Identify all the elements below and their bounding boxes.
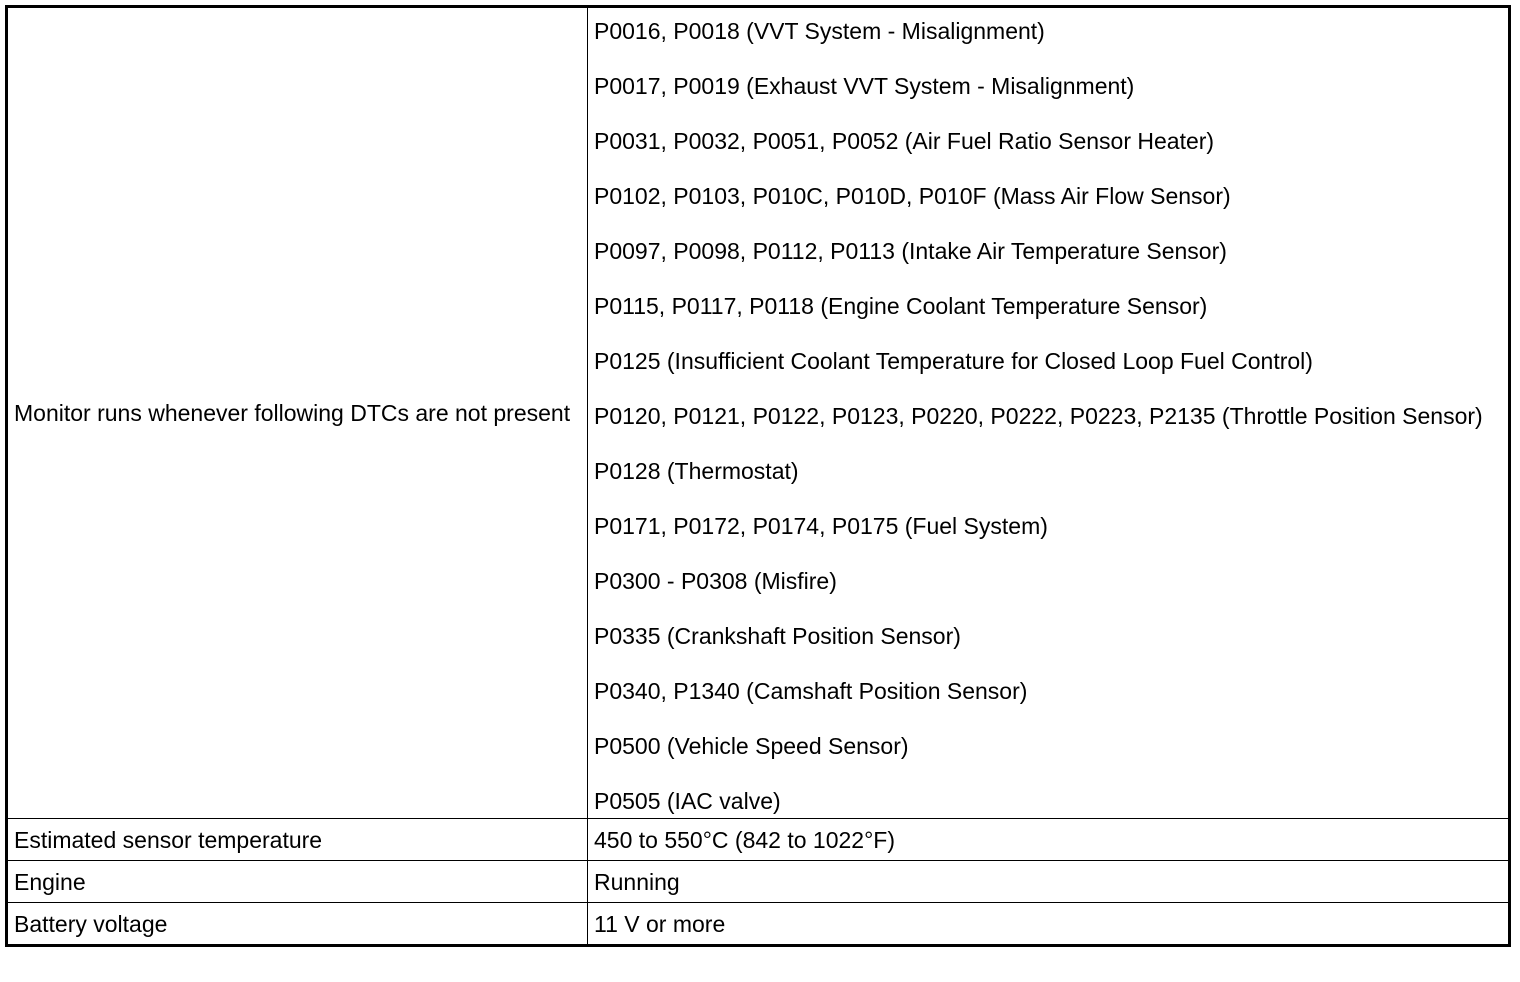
dtc-item: P0120, P0121, P0122, P0123, P0220, P0222, P0223, P2135 (Throttle Position Sensor) <box>594 403 1483 429</box>
engine-value: Running <box>588 861 1510 903</box>
dtc-item: P0128 (Thermostat) <box>594 458 799 484</box>
sensor-temperature-label: Estimated sensor temperature <box>7 819 588 861</box>
battery-voltage-label: Battery voltage <box>7 903 588 946</box>
battery-voltage-value: 11 V or more <box>588 903 1510 946</box>
monitor-conditions-label: Monitor runs whenever following DTCs are not present <box>7 7 588 819</box>
dtc-item: P0115, P0117, P0118 (Engine Coolant Temperature Sensor) <box>594 293 1208 319</box>
dtc-item: P0031, P0032, P0051, P0052 (Air Fuel Ratio Sensor Heater) <box>594 128 1215 154</box>
dtc-item: P0016, P0018 (VVT System - Misalignment) <box>594 18 1045 44</box>
dtc-item: P0097, P0098, P0112, P0113 (Intake Air Temperature Sensor) <box>594 238 1227 264</box>
dtc-item: P0125 (Insufficient Coolant Temperature for Closed Loop Fuel Control) <box>594 348 1313 374</box>
dtc-item: P0171, P0172, P0174, P0175 (Fuel System) <box>594 513 1048 539</box>
dtc-item: P0335 (Crankshaft Position Sensor) <box>594 623 961 649</box>
sensor-temperature-value: 450 to 550°C (842 to 1022°F) <box>588 819 1510 861</box>
table-row-monitor-conditions <box>7 7 1510 819</box>
dtc-item: P0102, P0103, P010C, P010D, P010F (Mass Air Flow Sensor) <box>594 183 1231 209</box>
table-row-sensor-temperature <box>7 819 1510 861</box>
condition-table <box>5 5 1511 947</box>
table-row-engine <box>7 861 1510 903</box>
dtc-item: P0300 - P0308 (Misfire) <box>594 568 837 594</box>
dtc-item: P0505 (IAC valve) <box>594 788 781 814</box>
dtc-item: P0017, P0019 (Exhaust VVT System - Misalignment) <box>594 73 1135 99</box>
engine-label: Engine <box>7 861 588 903</box>
dtc-list <box>588 7 1510 819</box>
dtc-item: P0500 (Vehicle Speed Sensor) <box>594 733 909 759</box>
table-row-battery-voltage <box>7 903 1510 946</box>
dtc-item: P0340, P1340 (Camshaft Position Sensor) <box>594 678 1028 704</box>
